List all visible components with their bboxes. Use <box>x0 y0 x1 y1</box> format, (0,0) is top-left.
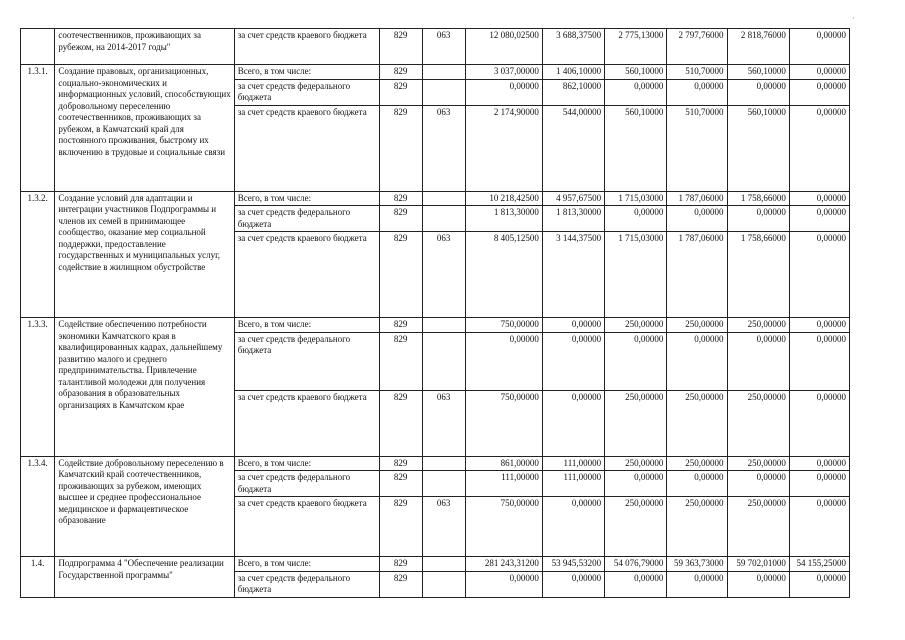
amount-cell: 0,00000 <box>605 79 667 105</box>
amount-cell: 1 787,06000 <box>667 232 727 318</box>
program-code <box>422 571 465 597</box>
amount-cell: 12 080,02500 <box>465 29 542 65</box>
amount-cell: 560,10000 <box>605 65 667 80</box>
corner-mark: · <box>852 14 855 23</box>
amount-cell: 0,00000 <box>727 471 789 497</box>
amount-cell: 0,00000 <box>789 497 849 557</box>
amount-cell: 0,00000 <box>789 105 849 191</box>
grbs-code: 829 <box>379 390 422 456</box>
amount-cell: 0,00000 <box>789 318 849 333</box>
amount-cell: 0,00000 <box>789 571 849 597</box>
program-code: 063 <box>422 105 465 191</box>
amount-cell: 0,00000 <box>605 206 667 232</box>
amount-cell: 560,10000 <box>727 105 789 191</box>
grbs-code: 829 <box>379 456 422 471</box>
amount-cell: 2 797,76000 <box>667 29 727 65</box>
amount-cell: 250,00000 <box>727 318 789 333</box>
grbs-code: 829 <box>379 206 422 232</box>
amount-cell: 1 758,66000 <box>727 191 789 206</box>
budget-table-body <box>21 29 850 598</box>
program-code <box>422 206 465 232</box>
amount-cell: 0,00000 <box>542 390 604 456</box>
row-number: 1.3.4. <box>21 456 55 557</box>
amount-cell: 1 813,30000 <box>542 206 604 232</box>
amount-cell: 0,00000 <box>727 332 789 390</box>
funding-source: Всего, в том числе: <box>234 456 379 471</box>
funding-source: за счет средств федерального бюджета <box>234 471 379 497</box>
amount-cell: 10 218,42500 <box>465 191 542 206</box>
amount-cell: 0,00000 <box>605 471 667 497</box>
amount-cell: 0,00000 <box>542 571 604 597</box>
program-code <box>422 79 465 105</box>
amount-cell: 3 688,37500 <box>542 29 604 65</box>
measure-name: Создание правовых, организационных, социально-экономических и информационных условий, способствующих добровольному переселению соотечественников, проживающих за рубежом, в Камчатский край для постоянного проживания, быстрому их включению в трудовые и социальные связи <box>55 65 234 192</box>
grbs-code: 829 <box>379 191 422 206</box>
program-code: 063 <box>422 29 465 65</box>
amount-cell: 560,10000 <box>727 65 789 80</box>
amount-cell: 4 957,67500 <box>542 191 604 206</box>
measure-name: Содействие обеспечению потребности экономики Камчатского края в квалифицированных кадрах, дальнейшему развитию малого и среднего предпринимательства. Привлечение талантливой молодежи для получения образования в образовательных организациях в Камчатском крае <box>55 318 234 457</box>
amount-cell: 0,00000 <box>789 456 849 471</box>
amount-cell: 1 715,03000 <box>605 191 667 206</box>
amount-cell: 1 758,66000 <box>727 232 789 318</box>
amount-cell: 0,00000 <box>667 206 727 232</box>
amount-cell: 0,00000 <box>667 79 727 105</box>
amount-cell: 250,00000 <box>605 456 667 471</box>
amount-cell: 250,00000 <box>667 456 727 471</box>
funding-source: Всего, в том числе: <box>234 191 379 206</box>
grbs-code: 829 <box>379 105 422 191</box>
program-code: 063 <box>422 232 465 318</box>
amount-cell: 510,70000 <box>667 65 727 80</box>
amount-cell: 0,00000 <box>789 191 849 206</box>
amount-cell: 250,00000 <box>605 497 667 557</box>
grbs-code: 829 <box>379 557 422 572</box>
funding-source: за счет средств краевого бюджета <box>234 232 379 318</box>
grbs-code: 829 <box>379 332 422 390</box>
funding-source: Всего, в том числе: <box>234 318 379 333</box>
amount-cell: 54 076,79000 <box>605 557 667 572</box>
program-code <box>422 471 465 497</box>
table-row <box>21 191 850 206</box>
amount-cell: 1 787,06000 <box>667 191 727 206</box>
grbs-code: 829 <box>379 318 422 333</box>
amount-cell: 59 702,01000 <box>727 557 789 572</box>
amount-cell: 0,00000 <box>789 332 849 390</box>
table-row <box>21 318 850 333</box>
funding-source: Всего, в том числе: <box>234 65 379 80</box>
amount-cell: 250,00000 <box>605 390 667 456</box>
amount-cell: 0,00000 <box>542 497 604 557</box>
amount-cell: 0,00000 <box>465 79 542 105</box>
amount-cell: 3 037,00000 <box>465 65 542 80</box>
amount-cell: 0,00000 <box>789 232 849 318</box>
amount-cell: 0,00000 <box>727 206 789 232</box>
amount-cell: 2 775,13000 <box>605 29 667 65</box>
program-code <box>422 65 465 80</box>
amount-cell: 0,00000 <box>605 332 667 390</box>
grbs-code: 829 <box>379 29 422 65</box>
measure-name: соотечественников, проживающих за рубежом, на 2014-2017 годы" <box>55 29 234 65</box>
row-number: 1.3.1. <box>21 65 55 192</box>
amount-cell: 750,00000 <box>465 318 542 333</box>
row-number: 1.3.2. <box>21 191 55 318</box>
table-row <box>21 29 850 65</box>
grbs-code: 829 <box>379 571 422 597</box>
amount-cell: 0,00000 <box>789 29 849 65</box>
amount-cell: 1 715,03000 <box>605 232 667 318</box>
amount-cell: 2 174,90000 <box>465 105 542 191</box>
funding-source: за счет средств федерального бюджета <box>234 79 379 105</box>
amount-cell: 111,00000 <box>465 471 542 497</box>
amount-cell: 2 818,76000 <box>727 29 789 65</box>
funding-source: Всего, в том числе: <box>234 557 379 572</box>
amount-cell: 250,00000 <box>667 497 727 557</box>
amount-cell: 250,00000 <box>727 497 789 557</box>
funding-source: за счет средств федерального бюджета <box>234 571 379 597</box>
amount-cell: 544,00000 <box>542 105 604 191</box>
amount-cell: 281 243,31200 <box>465 557 542 572</box>
amount-cell: 250,00000 <box>667 318 727 333</box>
program-code <box>422 332 465 390</box>
grbs-code: 829 <box>379 232 422 318</box>
amount-cell: 0,00000 <box>667 571 727 597</box>
program-code: 063 <box>422 497 465 557</box>
amount-cell: 0,00000 <box>789 79 849 105</box>
amount-cell: 861,00000 <box>465 456 542 471</box>
amount-cell: 8 405,12500 <box>465 232 542 318</box>
amount-cell: 54 155,25000 <box>789 557 849 572</box>
amount-cell: 250,00000 <box>727 456 789 471</box>
amount-cell: 111,00000 <box>542 456 604 471</box>
amount-cell: 0,00000 <box>465 571 542 597</box>
grbs-code: 829 <box>379 65 422 80</box>
funding-source: за счет средств федерального бюджета <box>234 332 379 390</box>
amount-cell: 250,00000 <box>727 390 789 456</box>
table-row <box>21 456 850 471</box>
amount-cell: 0,00000 <box>605 571 667 597</box>
amount-cell: 0,00000 <box>789 65 849 80</box>
amount-cell: 53 945,53200 <box>542 557 604 572</box>
amount-cell: 862,10000 <box>542 79 604 105</box>
amount-cell: 250,00000 <box>605 318 667 333</box>
amount-cell: 510,70000 <box>667 105 727 191</box>
amount-cell: 1 406,10000 <box>542 65 604 80</box>
row-number <box>21 29 55 65</box>
grbs-code: 829 <box>379 471 422 497</box>
amount-cell: 59 363,73000 <box>667 557 727 572</box>
table-row <box>21 557 850 572</box>
grbs-code: 829 <box>379 79 422 105</box>
amount-cell: 250,00000 <box>667 390 727 456</box>
amount-cell: 560,10000 <box>605 105 667 191</box>
budget-table <box>20 28 850 598</box>
program-code <box>422 318 465 333</box>
amount-cell: 0,00000 <box>727 79 789 105</box>
measure-name: Создание условий для адаптации и интеграции участников Подпрограммы и членов их семей в принимающее сообщество, оказание мер социальной поддержки, предоставление государственных и муниципальных услуг, содействие в жилищном обустройстве <box>55 191 234 318</box>
amount-cell: 1 813,30000 <box>465 206 542 232</box>
measure-name: Содействие добровольному переселению в Камчатский край соотечественников, проживающих за рубежом, имеющих высшее и среднее профессиональное медицинское и фармацевтическое образование <box>55 456 234 557</box>
funding-source: за счет средств краевого бюджета <box>234 105 379 191</box>
row-number: 1.3.3. <box>21 318 55 457</box>
amount-cell: 0,00000 <box>667 332 727 390</box>
amount-cell: 0,00000 <box>542 318 604 333</box>
funding-source: за счет средств федерального бюджета <box>234 206 379 232</box>
amount-cell: 0,00000 <box>789 206 849 232</box>
grbs-code: 829 <box>379 497 422 557</box>
program-code: 063 <box>422 390 465 456</box>
amount-cell: 0,00000 <box>789 471 849 497</box>
program-code <box>422 557 465 572</box>
funding-source: за счет средств краевого бюджета <box>234 497 379 557</box>
table-row <box>21 65 850 80</box>
amount-cell: 0,00000 <box>667 471 727 497</box>
program-code <box>422 191 465 206</box>
funding-source: за счет средств краевого бюджета <box>234 29 379 65</box>
amount-cell: 0,00000 <box>789 390 849 456</box>
amount-cell: 750,00000 <box>465 390 542 456</box>
program-code <box>422 456 465 471</box>
amount-cell: 111,00000 <box>542 471 604 497</box>
amount-cell: 3 144,37500 <box>542 232 604 318</box>
amount-cell: 0,00000 <box>465 332 542 390</box>
row-number: 1.4. <box>21 557 55 598</box>
amount-cell: 0,00000 <box>727 571 789 597</box>
amount-cell: 750,00000 <box>465 497 542 557</box>
amount-cell: 0,00000 <box>542 332 604 390</box>
funding-source: за счет средств краевого бюджета <box>234 390 379 456</box>
measure-name: Подпрограмма 4 "Обеспечение реализации Государственной программы" <box>55 557 234 598</box>
